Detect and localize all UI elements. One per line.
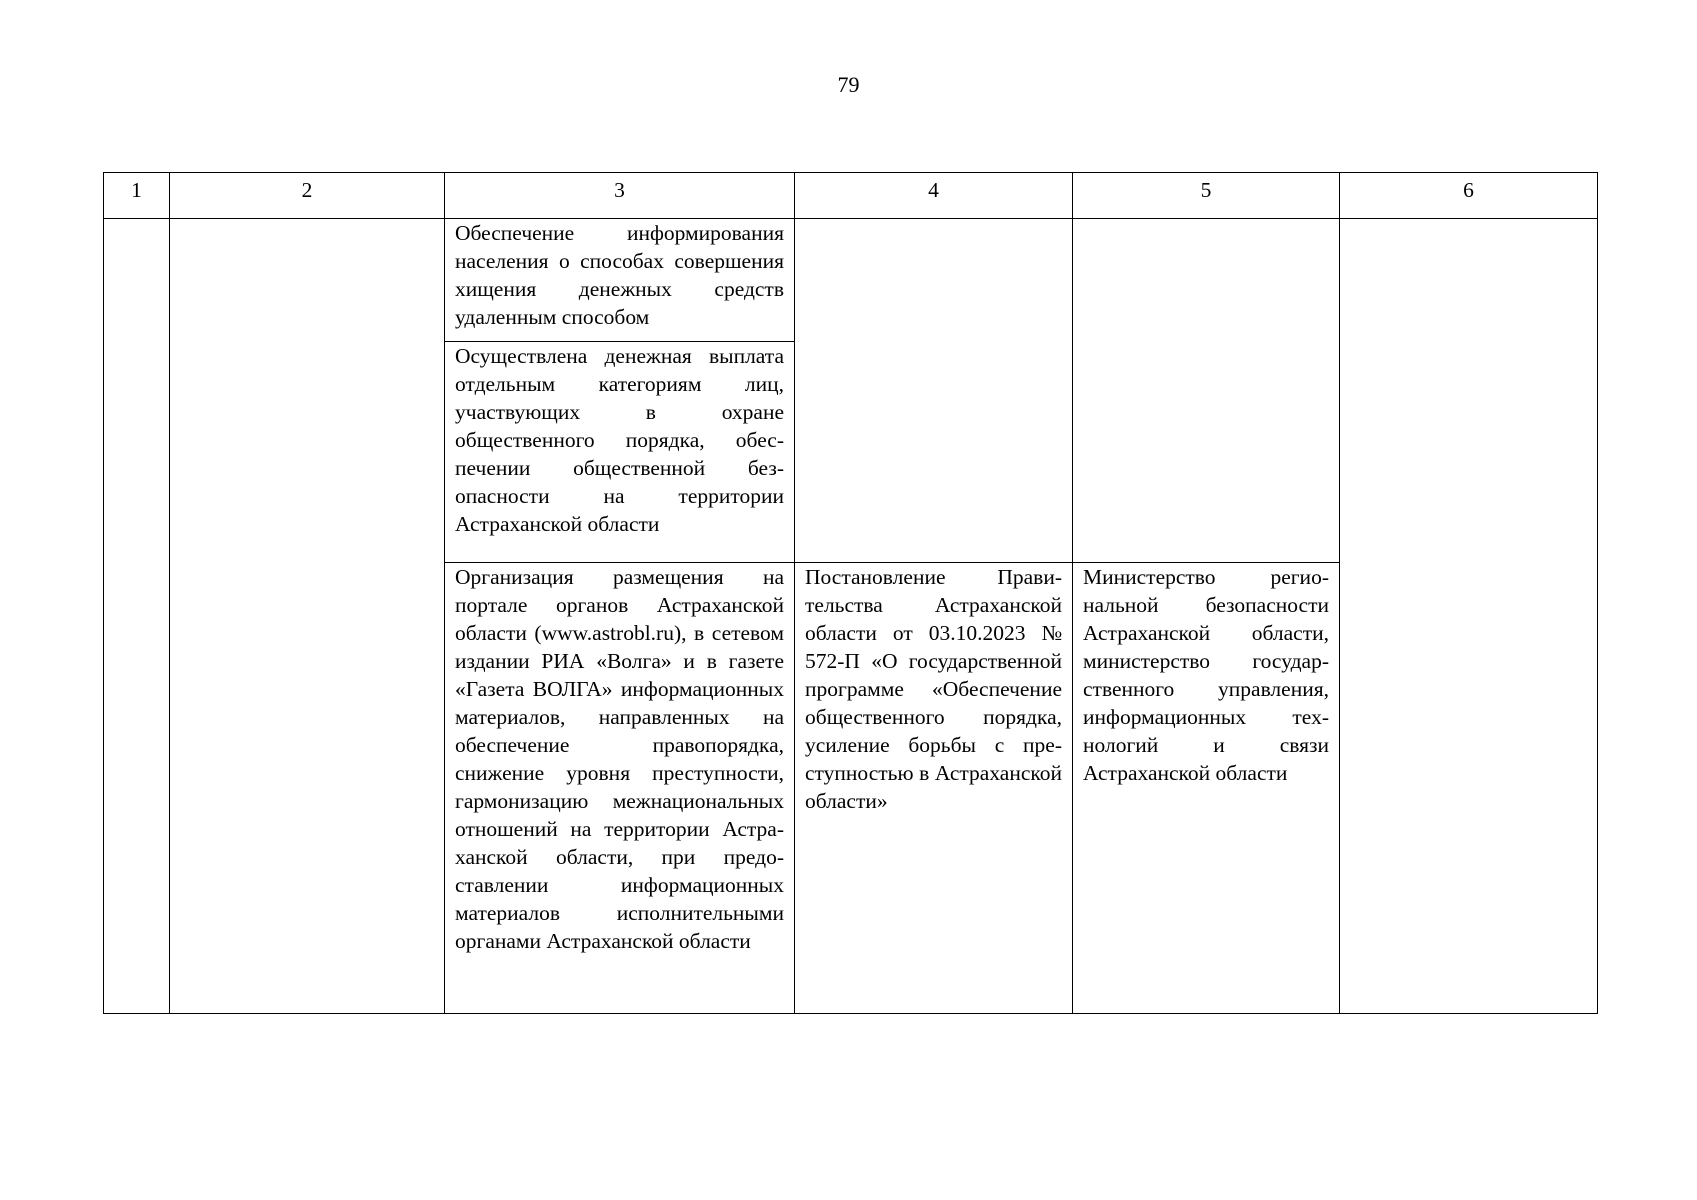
table-cell-responsible: Министерство региональной безопасности Астраханской области, министерство государственного управления, информационных технологий и связи Астраханской области bbox=[1073, 563, 1340, 1014]
table-cell-measure: Обеспечение информирования населения о способах совершения хищения денежных средств удаленным способом bbox=[445, 219, 795, 342]
header-cell-6: 6 bbox=[1340, 173, 1598, 219]
table-cell-col5-empty bbox=[1073, 219, 1340, 563]
table-cell-col1 bbox=[104, 219, 170, 1014]
table-cell-legal-act: Постановление Правительства Астраханской области от 03.10.2023 № 572-П «О государственной программе «Обеспечение общественного порядка, усиление борьбы с преступностью в Астраханской области» bbox=[795, 563, 1073, 1014]
document-table bbox=[103, 172, 1598, 1014]
table-cell-measure: Организация размещения на портале органов Астраханской области (www.astrobl.ru), в сетевом издании РИА «Волга» и в газете «Газета ВОЛГА» информационных материалов, направленных на обеспечение правопорядка, снижение уровня преступности, гармонизацию межнациональных отношений на территории Астраханской области, при предоставлении информационных материалов исполнительными органами Астраханской области bbox=[445, 563, 795, 1014]
header-cell-2: 2 bbox=[170, 173, 445, 219]
table-cell-col4-empty bbox=[795, 219, 1073, 563]
table-cell-col2 bbox=[170, 219, 445, 1014]
table-cell-col6 bbox=[1340, 219, 1598, 1014]
table-header-row bbox=[104, 173, 1598, 219]
table-row bbox=[104, 219, 1598, 342]
table-cell-measure: Осуществлена денежная выплата отдельным категориям лиц, участвующих в охране общественного порядка, обеспечении общественной безопасности на территории Астраханской области bbox=[445, 342, 795, 563]
header-cell-3: 3 bbox=[445, 173, 795, 219]
page-number: 79 bbox=[837, 72, 860, 97]
header-cell-5: 5 bbox=[1073, 173, 1340, 219]
header-cell-1: 1 bbox=[104, 173, 170, 219]
header-cell-4: 4 bbox=[795, 173, 1073, 219]
